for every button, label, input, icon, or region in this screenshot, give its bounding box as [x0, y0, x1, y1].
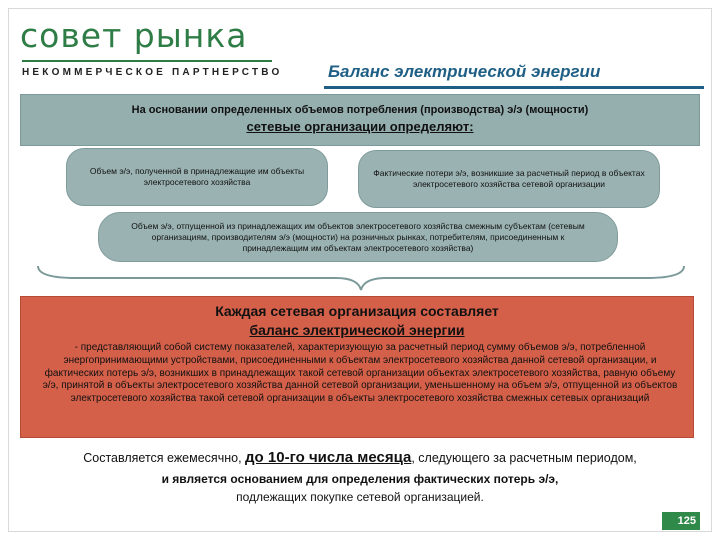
- curly-brace-icon: [36, 262, 686, 292]
- intro-band: [20, 94, 700, 146]
- balance-heading-2: баланс электрической энергии: [249, 322, 465, 338]
- footer-line-3: подлежащих покупке сетевой организацией.: [236, 490, 484, 504]
- intro-line-1: На основании определенных объемов потребления (производства) э/э (мощности): [131, 104, 589, 116]
- footer-line-1-end: , следующего за расчетным периодом,: [411, 451, 637, 465]
- received-energy-oval: [66, 148, 328, 206]
- released-energy-text: Объем э/э, отпущенной из принадлежащих им объектов электросетевого хозяйства смежным субъектам (сетевым организациям, производителям э/э (мощности) на розничных рынках, потребителям, присоединенным к принадлежащим им объектам электросетевого хозяйства): [131, 220, 585, 253]
- received-energy-text: Объем э/э, полученной в принадлежащие им объекты электросетевого хозяйства: [89, 166, 305, 187]
- balance-definition-box: [20, 296, 694, 438]
- footer-line-2: и является основанием для определения фактических потерь э/э,: [161, 472, 559, 486]
- released-energy-oval: [98, 212, 618, 262]
- balance-definition-text: - представляющий собой систему показателей, характеризующую за расчетный период сумму объемов э/э, потребленной энергопринимающими устройствами, присоединенными к объектам электросетевого хозяйства данной сетевой организации, и фактических потерь э/э, возникших в принадлежащих такой сетевой организации объектах электросетевого хозяйства, равную объему э/э, принятой в объекты электросетевого хозяйства данной сетевой организации, уменьшенному на объем э/э, отпущенной из объектов электросетевого хозяйства такой сетевой организации в объекты электросетевого хозяйства смежных сетевых организаций: [42, 342, 678, 405]
- page-number: 125: [662, 512, 700, 530]
- logo-subtitle: НЕКОММЕРЧЕСКОЕ ПАРТНЕРСТВО: [22, 67, 283, 78]
- deadline-text: до 10-го числа месяца: [245, 449, 412, 466]
- slide-title: Баланс электрической энергии: [328, 62, 601, 81]
- losses-oval: [358, 150, 660, 208]
- footer-line-1: [0, 449, 720, 466]
- intro-line-2: сетевые организации определяют:: [246, 119, 474, 134]
- title-underline: [324, 86, 704, 89]
- logo-divider: [22, 60, 272, 62]
- balance-heading-1: Каждая сетевая организация составляет: [215, 303, 499, 319]
- logo-text: совет рынка: [20, 16, 248, 55]
- footer-line-1-start: Составляется ежемесячно,: [83, 451, 242, 465]
- losses-text: Фактические потери э/э, возникшие за расчетный период в объектах электросетевого хозяйства сетевой организации: [373, 168, 645, 189]
